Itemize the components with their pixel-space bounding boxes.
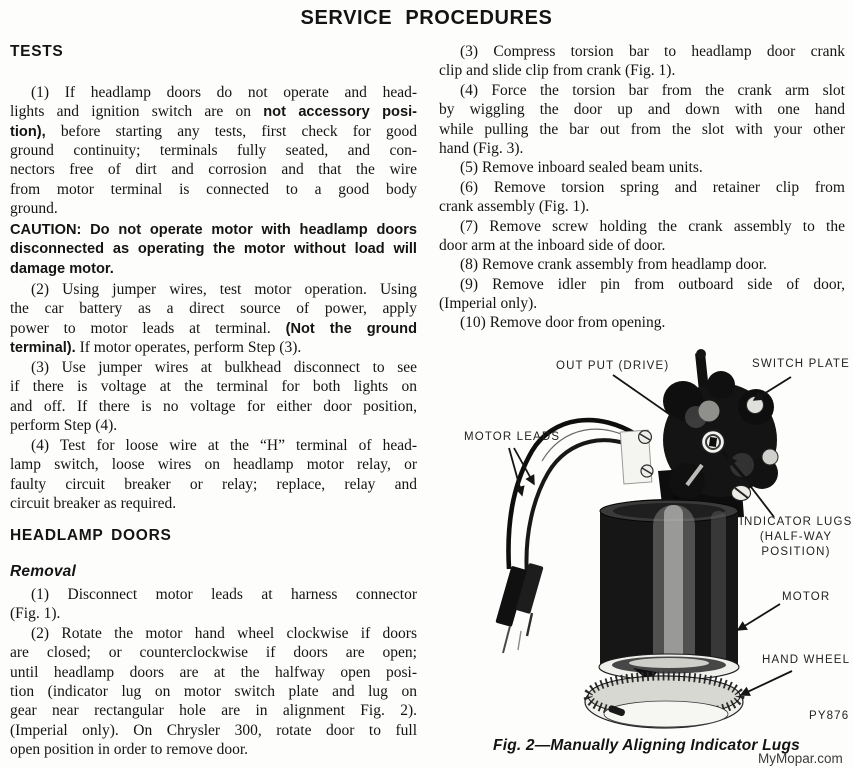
figure-caption: Fig. 2—Manually Aligning Indicator Lugs <box>493 737 800 754</box>
label-switch-plate: SWITCH PLATE <box>752 358 850 370</box>
page-title: SERVICE PROCEDURES <box>300 7 553 29</box>
label-output-drive: OUT PUT (DRIVE) <box>556 360 670 372</box>
arrow-motor <box>738 604 780 630</box>
paragraph-removal-2: (2) Rotate the motor hand wheel clockwise if doors are closed; or counterclockwise if doors are open; until headlamp doors are at the halfway open posi- tion (indicator lug on motor switch plate and lug on gear near rectangular hole are in alignment Fig. 2). (Imperial only). On Chrysler 300, rotate door to full open position in order to remove door. <box>10 625 417 759</box>
hand-wheel-drawing <box>585 676 743 728</box>
caution-note: CAUTION: Do not operate motor with headlamp doors disconnected as operating the motor without load will damage motor. <box>10 222 417 277</box>
section-heading-tests: TESTS <box>10 43 64 60</box>
paragraph-removal-6: (6) Remove torsion spring and retainer clip from crank assembly (Fig. 1). <box>439 178 845 216</box>
label-hand-wheel: HAND WHEEL <box>762 654 851 666</box>
label-motor-leads: MOTOR LEADS <box>464 431 561 443</box>
label-indicator-lugs-line3: POSITION) <box>761 546 831 558</box>
label-indicator-lugs-line2: (HALF-WAY <box>759 531 833 543</box>
paragraph-removal-9: (9) Remove idler pin from outboard side of door, (Imperial only). <box>439 275 845 313</box>
watermark: MyMopar.com <box>758 751 843 766</box>
paragraph-removal-10: (10) Remove door from opening. <box>460 314 666 332</box>
paragraph-tests-1: (1) If headlamp doors do not operate and head- lights and ignition switch are on not accessory posi- tion), before starting any tests, first check for good ground continuity; terminals fully seated, and con- nectors free of dirt and corrosion and that the wire from motor terminal is connected to a good body ground. <box>10 84 417 218</box>
removal-steps-continued <box>439 42 845 333</box>
label-indicator-lugs-line1: INDICATOR LUGS <box>739 516 853 528</box>
subheading-removal: Removal <box>10 563 77 580</box>
paragraph-removal-4: (4) Force the torsion bar from the crank arm slot by wiggling the door up and down with one hand while pulling the bar out from the slot with your other hand (Fig. 3). <box>439 81 845 157</box>
label-motor: MOTOR <box>782 591 831 603</box>
switch-plate-drawing <box>663 349 778 501</box>
photo-code: PY876 <box>809 710 850 722</box>
section-heading-headlamp-doors: HEADLAMP DOORS <box>10 527 172 544</box>
paragraph-removal-3: (3) Compress torsion bar to headlamp door crank clip and slide clip from crank (Fig. 1). <box>439 43 845 80</box>
label-indicator-lugs <box>738 515 853 560</box>
arrow-switch-plate <box>754 377 791 400</box>
paragraph-tests-4: (4) Test for loose wire at the “H” terminal of head- lamp switch, loose wires on headlamp motor relay, or faulty circuit breaker or relay; replace, relay and circuit breaker as required. <box>10 437 417 513</box>
paragraph-removal-5: (5) Remove inboard sealed beam units. <box>460 159 703 177</box>
motor-body <box>599 499 739 682</box>
arrow-hand-wheel <box>741 671 792 695</box>
paragraph-tests-2: (2) Using jumper wires, test motor operation. Using the car battery as a direct source of power, apply power to motor leads at terminal. (Not the ground terminal). If motor operates, perform Step (3). <box>10 281 417 357</box>
paragraph-tests-3: (3) Use jumper wires at bulkhead disconnect to see if there is voltage at the terminal for both lights on and off. If there is no voltage for either door position, perform Step (4). <box>10 359 417 435</box>
paragraph-removal-8: (8) Remove crank assembly from headlamp door. <box>460 256 767 274</box>
paragraph-removal-7: (7) Remove screw holding the crank assembly to the door arm at the inboard side of door. <box>439 217 845 254</box>
paragraph-removal-1: (1) Disconnect motor leads at harness connector (Fig. 1). <box>10 586 417 623</box>
